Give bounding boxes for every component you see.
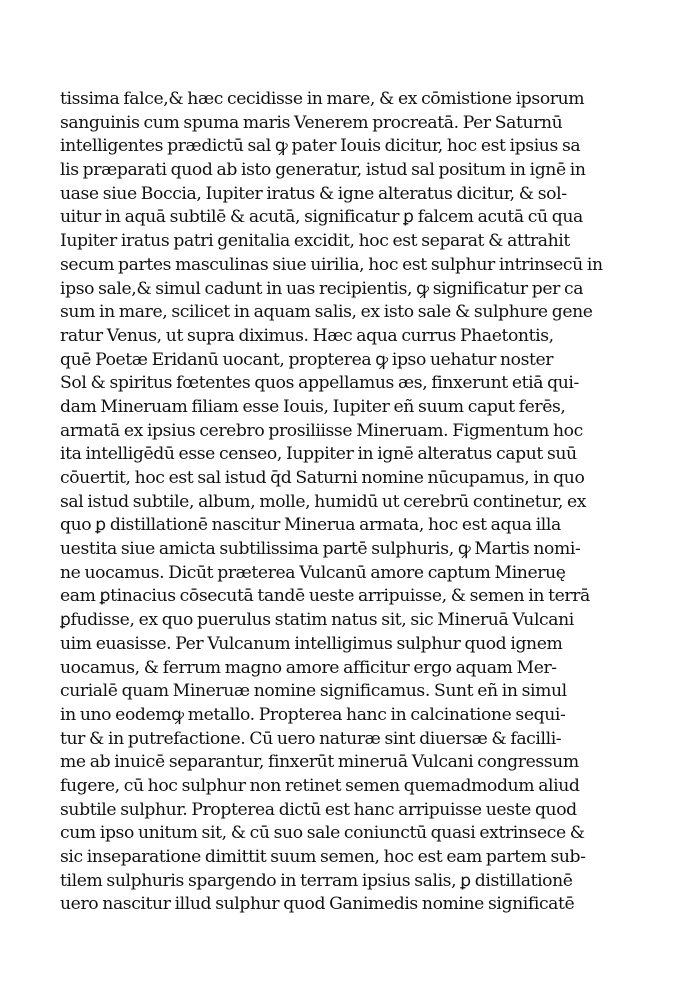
text-line: me ab inuicē separantur, finxerūt mineruā Vulcani congressum [60, 752, 579, 773]
text-line: sanguinis cum spuma maris Venerem procreatā. Per Saturnū [60, 112, 563, 133]
text-line: sal istud subtile, album, molle, humidū ut cerebrū continetur, ex [60, 491, 587, 512]
text-line: tissima falce,& hæc cecidisse in mare, & ex cōmistione ipsorum [60, 89, 585, 109]
text-line: subtile sulphur. Propterea dictū est hanc arripuisse ueste quod [60, 799, 577, 820]
text-line: ipso sale,& simul cadunt in uas recipientis, ꝙ significatur per ca [60, 278, 584, 299]
text-line: sum in mare, scilicet in aquam salis, ex isto sale & sulphure gene [60, 302, 593, 323]
text-line: armatā ex ipsius cerebro prosiliisse Mineruam. Figmentum hoc [60, 420, 583, 441]
text-line: lis præparati quod ab isto generatur, istud sal positum in ignē in [60, 160, 586, 181]
text-line: quē Poetæ Eridanū uocant, propterea ꝙ ipso uehatur noster [60, 349, 554, 370]
text-line: uim euasisse. Per Vulcanum intelligimus sulphur quod ignem [60, 633, 563, 654]
text-line: cōuertit, hoc est sal istud q̄d Saturni nomine nūcupamus, in quo [60, 468, 585, 488]
text-line: uestita siue amicta subtilissima partē sulphuris, ꝙ Martis nomi- [60, 539, 581, 560]
text-line: ita intelligēdū esse censeo, Iuppiter in ignē alteratus caput suū [60, 444, 577, 465]
text-line: uase siue Boccia, Iupiter iratus & igne alteratus dicitur, & sol- [60, 183, 567, 204]
text-line: uocamus, & ferrum magno amore afficitur ergo aquam Mer- [60, 657, 557, 678]
text-line: tur & in putrefactione. Cū uero naturæ sint diuersæ & facilli- [60, 728, 562, 749]
text-line: ꝑfudisse, ex quo puerulus statim natus sit, sic Mineruā Vulcani [60, 610, 574, 631]
text-line: secum partes masculinas siue uirilia, hoc est sulphur intrinsecū in [60, 254, 603, 275]
text-line: tilem sulphuris spargendo in terram ipsius salis, ꝑ distillationē [60, 870, 573, 891]
text-line: uero nascitur illud sulphur quod Ganimedis nomine significatē [60, 894, 575, 915]
text-line: fugere, cū hoc sulphur non retinet semen quemadmodum aliud [60, 775, 580, 796]
text-line: ratur Venus, ut supra diximus. Hæc aqua currus Phaetontis, [60, 325, 554, 346]
text-line: curialē quam Mineruæ nomine significamus. Sunt eñ in simul [60, 681, 567, 702]
text-line: intelligentes prædictū sal ꝙ pater Iouis dicitur, hoc est ipsius sa [60, 136, 581, 157]
text-line: ne uocamus. Dicūt præterea Vulcanū amore captum Mineruę [60, 562, 566, 583]
text-line: sic inseparatione dimittit suum semen, hoc est eam partem sub- [60, 847, 586, 867]
body-text [60, 88, 612, 917]
text-line: in uno eodemꝙ metallo. Propterea hanc in calcinatione sequi- [60, 704, 566, 725]
text-line: dam Mineruam filiam esse Iouis, Iupiter eñ suum caput ferēs, [60, 396, 566, 417]
text-line: Sol & spiritus fœtentes quos appellamus æs, finxerunt etiā qui- [60, 373, 579, 394]
text-line: eam ꝑtinacius cōsecutā tandē ueste arripuisse, & semen in terrā [60, 586, 590, 607]
text-line: cum ipso unitum sit, & cū suo sale coniunctū quasi extrinsece & [60, 823, 585, 844]
text-line: Iupiter iratus patri genitalia excidit, hoc est separat & attrahit [60, 231, 570, 252]
text-line: uitur in aquā subtilē & acutā, significatur ꝑ falcem acutā cū qua [60, 207, 583, 228]
text-line: quo ꝑ distillationē nascitur Minerua armata, hoc est aqua illa [60, 515, 561, 536]
